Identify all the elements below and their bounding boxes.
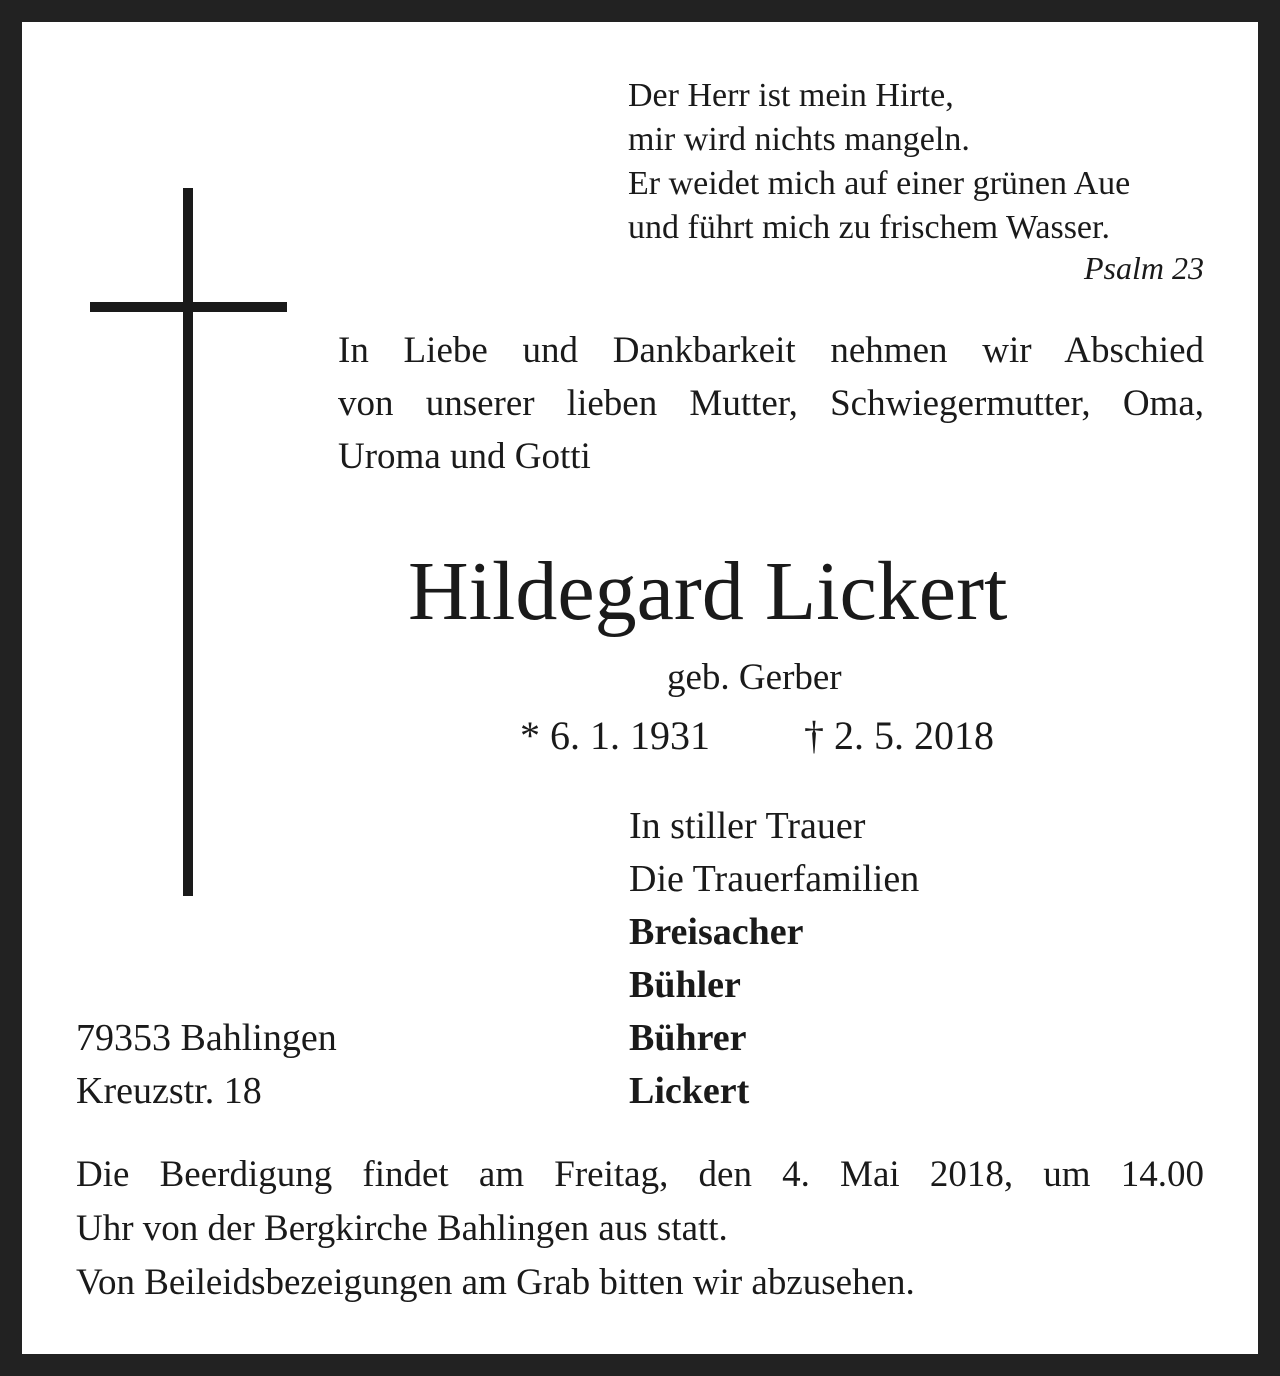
intro-line: Uroma und Gotti (338, 436, 591, 477)
family-name: Breisacher (629, 911, 804, 953)
mourning-line: In stiller Trauer (629, 805, 866, 847)
psalm-line: Er weidet mich auf einer grünen Aue (628, 165, 1131, 202)
cross-icon-crossbar (90, 302, 287, 312)
address-block (76, 1012, 337, 1118)
obituary-notice (22, 22, 1258, 1354)
intro-line: von unserer lieben Mutter, Schwiegermutter, Oma, (338, 383, 1204, 424)
psalm-line: und führt mich zu frischem Wasser. (628, 209, 1110, 246)
psalm-reference: Psalm 23 (1084, 250, 1204, 286)
death-date: † 2. 5. 2018 (804, 713, 994, 758)
funeral-line: Von Beileidsbezeigungen am Grab bitten wir abzusehen. (76, 1262, 915, 1303)
psalm-line: mir wird nichts mangeln. (628, 121, 970, 158)
family-name: Lickert (629, 1070, 750, 1112)
maiden-name: geb. Gerber (667, 657, 842, 698)
family-name: Bühler (629, 964, 741, 1006)
mourning-families-heading: Die Trauerfamilien (629, 858, 920, 900)
funeral-details (76, 1148, 1204, 1310)
deceased-name: Hildegard Lickert (408, 545, 1008, 638)
funeral-line: Uhr von der Bergkirche Bahlingen aus statt. (76, 1208, 728, 1249)
intro-line: In Liebe und Dankbarkeit nehmen wir Abschied (338, 330, 1204, 371)
psalm-quote (628, 74, 1130, 250)
mourners-block (629, 800, 919, 1118)
family-name: Bührer (629, 1017, 747, 1059)
address-city: 79353 Bahlingen (76, 1017, 337, 1059)
psalm-line: Der Herr ist mein Hirte, (628, 77, 954, 114)
cross-icon (183, 188, 193, 896)
intro-text (338, 324, 1204, 483)
birth-date: * 6. 1. 1931 (520, 713, 710, 758)
funeral-line: Die Beerdigung findet am Freitag, den 4. Mai 2018, um 14.00 (76, 1154, 1204, 1195)
address-street: Kreuzstr. 18 (76, 1070, 262, 1112)
